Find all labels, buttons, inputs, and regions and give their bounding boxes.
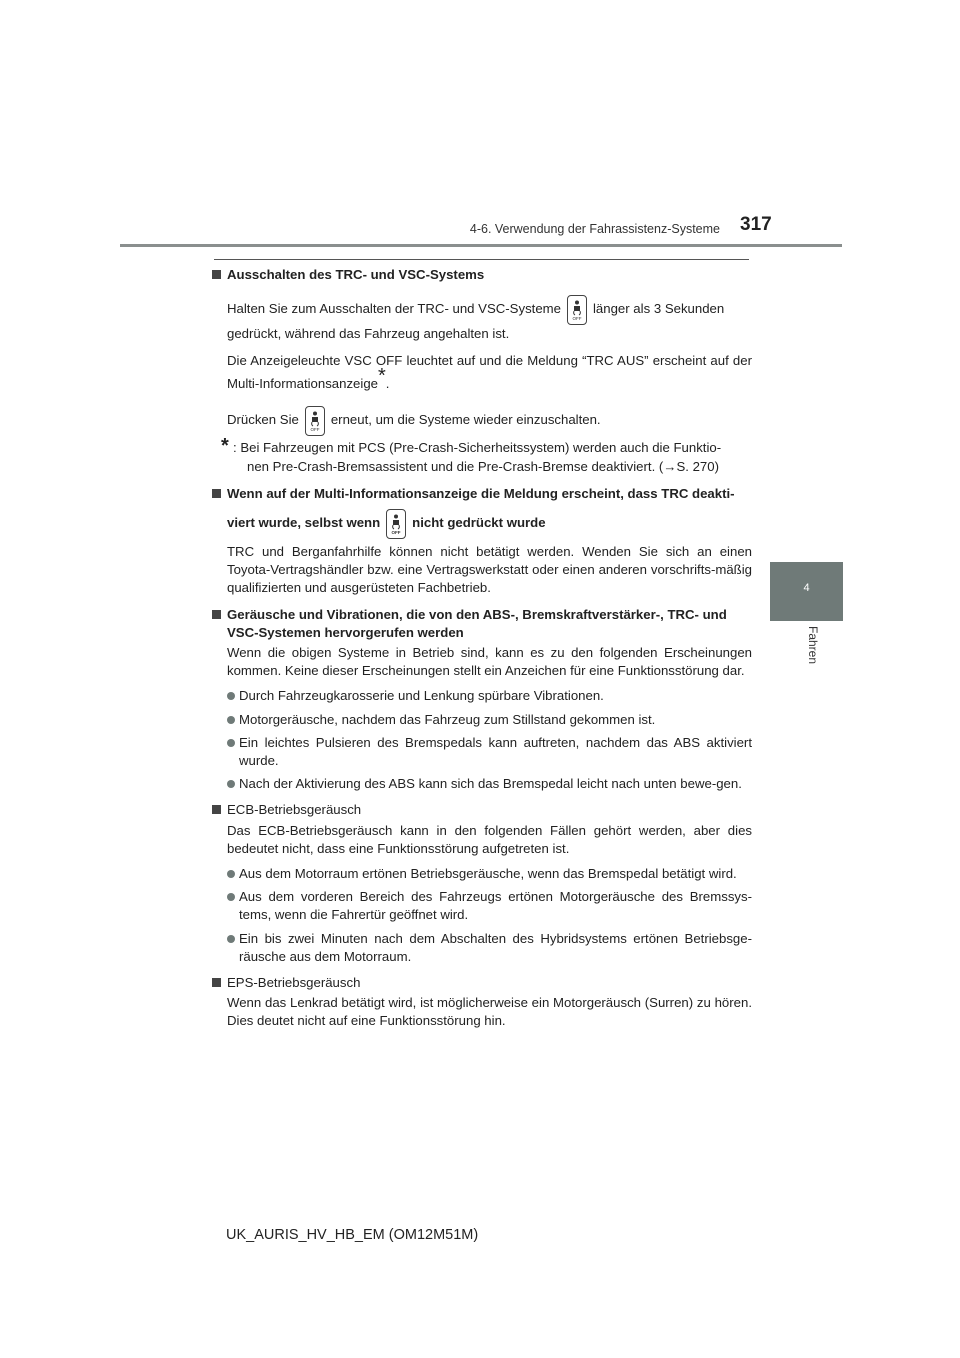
footnote bbox=[221, 435, 752, 475]
heading-trc-message-cont bbox=[212, 505, 752, 541]
vsc-off-switch-icon bbox=[386, 509, 406, 539]
circle-bullet-icon bbox=[227, 692, 235, 700]
square-bullet-icon bbox=[212, 805, 221, 814]
list-item bbox=[227, 775, 752, 793]
heading-text: nicht gedrückt wurde bbox=[412, 515, 546, 531]
section-title: 4-6. Verwendung der Fahrassistenz-Systeme bbox=[469, 222, 720, 236]
heading-eps bbox=[212, 974, 752, 992]
list-item bbox=[227, 734, 752, 770]
circle-bullet-icon bbox=[227, 935, 235, 943]
paragraph bbox=[227, 403, 752, 437]
header-rule bbox=[120, 244, 842, 247]
paragraph bbox=[227, 293, 752, 325]
list-item-text: Ein leichtes Pulsieren des Bremspedals kann auftreten, nachdem das ABS aktiviert wurde. bbox=[239, 734, 752, 769]
chapter-label: Fahren bbox=[806, 626, 820, 665]
circle-bullet-icon bbox=[227, 780, 235, 788]
square-bullet-icon bbox=[212, 270, 221, 279]
text: . bbox=[385, 376, 390, 392]
footnote-text: : Bei Fahrzeugen mit PCS (Pre-Crash-Sicherheitssystem) werden auch die Funktio- bbox=[233, 440, 722, 456]
paragraph: gedrückt, während das Fahrzeug angehalten ist. bbox=[227, 326, 510, 342]
circle-bullet-icon bbox=[227, 716, 235, 724]
heading-text: Geräusche und Vibrationen, die von den ABS-, Bremskraftverstärker-, TRC- und VSC-Systemen hervorgerufen werden bbox=[227, 606, 727, 640]
list-item-text: Motorgeräusche, nachdem das Fahrzeug zum Stillstand gekommen ist. bbox=[239, 711, 656, 727]
svg-text:OFF: OFF bbox=[310, 426, 320, 432]
heading-text: EPS-Betriebsgeräusch bbox=[227, 975, 361, 991]
square-bullet-icon bbox=[212, 978, 221, 987]
paragraph: Das ECB-Betriebsgeräusch kann in den folgenden Fällen gehört werden, aber dies bedeutet nicht, dass eine Funktionsstörung aufgetreten ist. bbox=[227, 822, 752, 856]
vsc-off-switch-icon bbox=[305, 406, 325, 436]
document-code: UK_AURIS_HV_HB_EM (OM12M51M) bbox=[226, 1227, 479, 1243]
footnote-text: nen Pre-Crash-Bremsassistent und die Pre-Crash-Bremse deaktiviert. (→S. 270) bbox=[247, 458, 719, 474]
footnote-star: * bbox=[221, 435, 229, 458]
svg-text:OFF: OFF bbox=[391, 529, 401, 535]
text: länger als 3 Sekunden bbox=[592, 301, 725, 317]
text: erneut, um die Systeme wieder einzuschalten. bbox=[330, 412, 601, 428]
footnote-star: * bbox=[378, 365, 386, 388]
paragraph: Wenn das Lenkrad betätigt wird, ist möglicherweise ein Motorgeräusch (Surren) zu hören. Dies deutet nicht auf eine Funktionsstörung hin. bbox=[227, 995, 752, 1029]
list-item-text: Aus dem vorderen Bereich des Fahrzeugs ertönen Motorgeräusche des Bremssys-tems, wenn die Fahrertür geöffnet wird. bbox=[239, 889, 752, 923]
heading-text: Wenn auf der Multi-Informationsanzeige die Meldung erscheint, dass TRC deakti- bbox=[227, 485, 735, 501]
heading-text: viert wurde, selbst wenn bbox=[227, 515, 381, 531]
paragraph: TRC und Berganfahrhilfe können nicht betätigt werden. Wenden Sie sich an einen Toyota-Vertragshändler bzw. eine Vertragswerkstatt oder einen anderen vorschrifts-mäßig qualifizierten und ausgerüsteten Fachbetrieb. bbox=[227, 544, 752, 596]
square-bullet-icon bbox=[212, 610, 221, 619]
square-bullet-icon bbox=[212, 489, 221, 498]
circle-bullet-icon bbox=[227, 870, 235, 878]
svg-text:OFF: OFF bbox=[572, 315, 582, 321]
list-item-text: Nach der Aktivierung des ABS kann sich das Bremspedal leicht nach unten bewe-gen. bbox=[239, 776, 742, 792]
page-number: 317 bbox=[740, 214, 772, 235]
heading-text: Ausschalten des TRC- und VSC-Systems bbox=[227, 267, 485, 282]
list-item bbox=[227, 888, 752, 924]
heading-ecb bbox=[212, 801, 752, 819]
list-item bbox=[227, 930, 752, 966]
paragraph bbox=[227, 349, 752, 395]
chapter-tab[interactable] bbox=[770, 562, 843, 621]
heading-noise bbox=[212, 606, 752, 642]
circle-bullet-icon bbox=[227, 739, 235, 747]
list-item-text: Durch Fahrzeugkarosserie und Lenkung spürbare Vibrationen. bbox=[239, 688, 604, 704]
list-item bbox=[227, 865, 752, 883]
text: Halten Sie zum Ausschalten der TRC- und VSC-Systeme bbox=[227, 301, 561, 317]
circle-bullet-icon bbox=[227, 893, 235, 901]
main-content bbox=[212, 266, 752, 1037]
list-item bbox=[227, 687, 752, 705]
vsc-off-switch-icon bbox=[567, 295, 587, 325]
heading-text: ECB-Betriebsgeräusch bbox=[227, 802, 362, 818]
text: Drücken Sie bbox=[227, 412, 299, 428]
chapter-number: 4 bbox=[803, 582, 810, 594]
list-item-text: Ein bis zwei Minuten nach dem Abschalten des Hybridsystems ertönen Betriebsge-räusche aus dem Motorraum. bbox=[239, 930, 752, 964]
content-rule bbox=[214, 259, 749, 260]
text: Die Anzeigeleuchte VSC OFF leuchtet auf und die Meldung “TRC AUS” erscheint auf der Multi-Informationsanzeige bbox=[227, 353, 752, 392]
list-item bbox=[227, 711, 752, 729]
heading-trc-message bbox=[212, 485, 752, 503]
heading-trc-off bbox=[212, 266, 752, 284]
list-item-text: Aus dem Motorraum ertönen Betriebsgeräusche, wenn das Bremspedal betätigt wird. bbox=[239, 866, 737, 882]
paragraph: Wenn die obigen Systeme in Betrieb sind, kann es zu den folgenden Erscheinungen kommen. Keine dieser Erscheinungen stellt ein Anzeichen für eine Funktionsstörung dar. bbox=[227, 645, 752, 679]
